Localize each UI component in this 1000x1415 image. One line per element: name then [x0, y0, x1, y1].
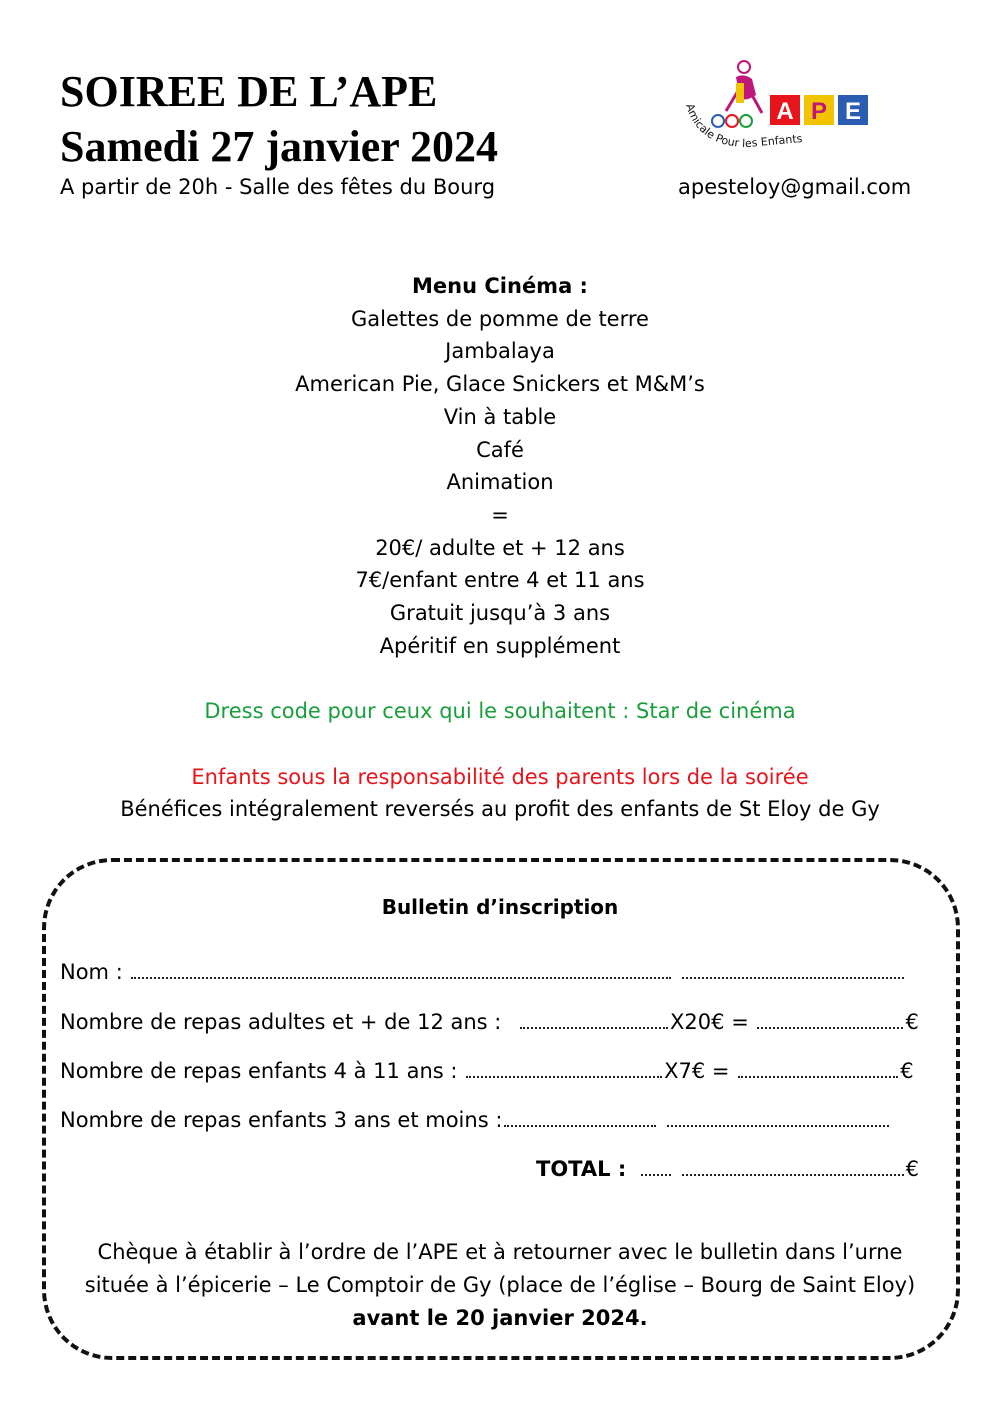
- menu-equals: =: [491, 502, 509, 527]
- footer-line: Chèque à établir à l’ordre de l’APE et à retourner avec le bulletin dans l’urne: [97, 1240, 903, 1264]
- currency-symbol: €: [900, 1059, 914, 1083]
- event-time-location: A partir de 20h - Salle des fêtes du Bourg: [60, 175, 496, 199]
- menu-item: American Pie, Glace Snickers et M&M’s: [295, 372, 705, 397]
- footer-line: située à l’épicerie – Le Comptoir de Gy (place de l’église – Bourg de Saint Eloy): [84, 1273, 916, 1297]
- page-title: SOIREE DE L’APE: [60, 67, 438, 116]
- adults-multiplier: X20€ =: [670, 1010, 749, 1034]
- svg-text:A: A: [776, 98, 794, 125]
- price-free: Gratuit jusqu’à 3 ans: [389, 601, 611, 626]
- aperitif-note: Apéritif en supplément: [379, 633, 621, 658]
- children-multiplier: X7€ =: [664, 1059, 730, 1083]
- event-date: Samedi 27 janvier 2024: [60, 122, 498, 171]
- dress-code: Dress code pour ceux qui le souhaitent : Star de cinéma: [204, 699, 796, 724]
- currency-symbol: €: [905, 1010, 919, 1034]
- small-children-label: Nombre de repas enfants 3 ans et moins :: [60, 1108, 503, 1132]
- nom-field[interactable]: [60, 960, 906, 984]
- svg-text:P: P: [810, 98, 828, 125]
- menu-item: Galettes de pomme de terre: [351, 306, 649, 331]
- deadline: avant le 20 janvier 2024.: [352, 1306, 648, 1330]
- menu-section: [0, 270, 1000, 826]
- price-adult: 20€/ adulte et + 12 ans: [375, 535, 625, 560]
- menu-item: Vin à table: [443, 404, 557, 429]
- warning-note: Enfants sous la responsabilité des parents lors de la soirée: [191, 764, 809, 789]
- adults-field[interactable]: [60, 1010, 919, 1034]
- contact-email: apesteloy@gmail.com: [678, 175, 912, 199]
- menu-item: Animation: [446, 470, 554, 495]
- total-label: TOTAL :: [536, 1157, 627, 1181]
- children-field[interactable]: [60, 1059, 914, 1083]
- form-title: Bulletin d’inscription: [381, 895, 619, 919]
- menu-heading: Menu Cinéma :: [412, 274, 588, 298]
- svg-text:E: E: [844, 98, 862, 125]
- form-footer: [0, 1236, 1000, 1335]
- menu-item: Café: [476, 437, 524, 462]
- benefits-note: Bénéfices intégralement reversés au profit des enfants de St Eloy de Gy: [120, 797, 880, 822]
- child-figure-icon: [712, 61, 762, 127]
- total-field[interactable]: [536, 1157, 919, 1181]
- children-label: Nombre de repas enfants 4 à 11 ans :: [60, 1059, 458, 1083]
- menu-item: Jambalaya: [445, 339, 555, 364]
- adults-label: Nombre de repas adultes et + de 12 ans :: [60, 1010, 502, 1034]
- small-children-field[interactable]: [60, 1108, 891, 1132]
- price-child: 7€/enfant entre 4 et 11 ans: [355, 568, 645, 593]
- svg-text:Amicale Pour les Enfants: Amicale Pour les Enfants: [683, 101, 803, 151]
- ape-logo: [678, 55, 888, 160]
- nom-label: Nom :: [60, 960, 123, 984]
- currency-symbol: €: [905, 1157, 919, 1181]
